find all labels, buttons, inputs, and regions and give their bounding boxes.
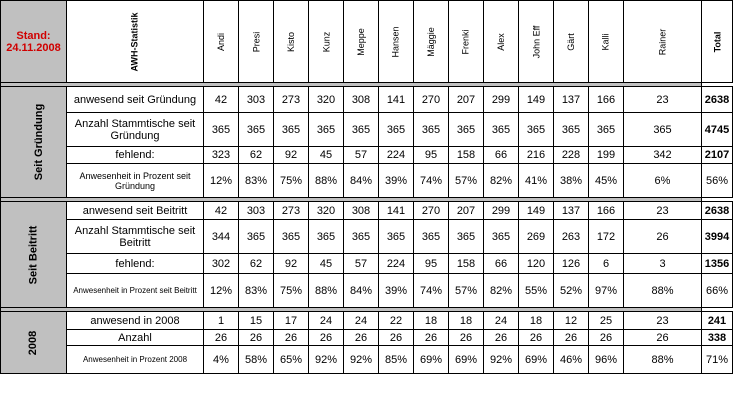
stand-date: 24.11.2008 [6,41,61,54]
value-cell: 149 [519,202,554,220]
value-cell: 22 [379,312,414,330]
table-row [1,330,733,346]
person-name: Gärt [565,32,576,51]
value-cell: 6 [589,254,624,274]
value-cell: 15 [239,312,274,330]
value-cell: 42 [204,87,239,113]
value-cell: 141 [379,202,414,220]
column-header-meppe [344,1,379,83]
value-cell: 92 [274,147,309,164]
column-header-presi [239,1,274,83]
value-cell: 273 [274,87,309,113]
value-cell: 41% [519,164,554,198]
value-cell: 85% [379,346,414,374]
person-name: Presi [250,31,261,52]
value-cell: 24 [484,312,519,330]
table-row [1,147,733,164]
value-cell: 207 [449,87,484,113]
column-header-frenki [449,1,484,83]
person-name: Kisto [285,31,296,52]
value-cell: 120 [519,254,554,274]
value-cell: 24 [344,312,379,330]
value-cell: 12% [204,274,239,308]
value-cell: 365 [414,113,449,147]
column-header-hansen [379,1,414,83]
value-cell: 74% [414,274,449,308]
value-cell: 92% [344,346,379,374]
total-label: Total [712,31,722,52]
value-cell: 273 [274,202,309,220]
row-label: anwesend in 2008 [67,312,204,330]
value-cell: 18 [414,312,449,330]
stand-label: Stand: [16,29,51,42]
value-cell: 83% [239,274,274,308]
table-row [1,312,733,330]
total-cell: 2107 [702,147,733,164]
value-cell: 69% [449,346,484,374]
value-cell: 269 [519,220,554,254]
value-cell: 66 [484,254,519,274]
section-title-cell [1,87,67,198]
awh-statistik-header [67,1,204,83]
table-row [1,254,733,274]
section-title: 2008 [27,330,40,355]
value-cell: 75% [274,164,309,198]
value-cell: 26 [589,330,624,346]
total-cell: 1356 [702,254,733,274]
row-label: Anzahl [67,330,204,346]
value-cell: 365 [344,113,379,147]
value-cell: 137 [554,202,589,220]
section-title-cell [1,202,67,308]
column-header-kisto [274,1,309,83]
row-label: fehlend: [67,147,204,164]
value-cell: 62 [239,147,274,164]
value-cell: 74% [414,164,449,198]
value-cell: 365 [554,113,589,147]
value-cell: 95 [414,147,449,164]
value-cell: 97% [589,274,624,308]
value-cell: 365 [239,220,274,254]
value-cell: 365 [589,113,624,147]
value-cell: 172 [589,220,624,254]
value-cell: 82% [484,164,519,198]
value-cell: 42 [204,202,239,220]
value-cell: 26 [449,330,484,346]
value-cell: 149 [519,87,554,113]
value-cell: 39% [379,274,414,308]
value-cell: 224 [379,254,414,274]
table-row [1,202,733,220]
value-cell: 166 [589,87,624,113]
value-cell: 26 [239,330,274,346]
value-cell: 158 [449,254,484,274]
person-name: Rainer [657,28,668,55]
value-cell: 365 [484,113,519,147]
value-cell: 57 [344,147,379,164]
value-cell: 365 [239,113,274,147]
value-cell: 92% [484,346,519,374]
value-cell: 26 [204,330,239,346]
person-name: Frenki [460,28,471,55]
person-name: John Eff [530,25,541,58]
value-cell: 365 [484,220,519,254]
value-cell: 88% [624,274,702,308]
value-cell: 84% [344,164,379,198]
person-name: Alex [495,32,506,51]
section-title-cell [1,312,67,374]
value-cell: 365 [309,220,344,254]
column-header-total [702,1,733,83]
value-cell: 62 [239,254,274,274]
total-cell: 241 [702,312,733,330]
value-cell: 26 [274,330,309,346]
value-cell: 141 [379,87,414,113]
value-cell: 320 [309,87,344,113]
section-title: Seit Beitritt [27,225,40,284]
row-label: anwesend seit Gründung [67,87,204,113]
value-cell: 88% [309,274,344,308]
value-cell: 270 [414,202,449,220]
value-cell: 6% [624,164,702,198]
value-cell: 1 [204,312,239,330]
value-cell: 299 [484,202,519,220]
row-label: Anwesenheit in Prozent seit Beitritt [67,274,204,308]
table-row [1,220,733,254]
value-cell: 26 [624,220,702,254]
value-cell: 3 [624,254,702,274]
row-label: fehlend: [67,254,204,274]
value-cell: 83% [239,164,274,198]
person-name: Mäggie [426,26,436,57]
total-cell: 338 [702,330,733,346]
value-cell: 365 [379,220,414,254]
person-name: Meppe [356,27,366,56]
value-cell: 365 [309,113,344,147]
value-cell: 344 [204,220,239,254]
value-cell: 96% [589,346,624,374]
value-cell: 365 [344,220,379,254]
value-cell: 57% [449,274,484,308]
table-row [1,164,733,198]
value-cell: 75% [274,274,309,308]
value-cell: 228 [554,147,589,164]
value-cell: 95 [414,254,449,274]
value-cell: 18 [449,312,484,330]
column-header-mäggie [414,1,449,83]
table-row [1,87,733,113]
total-cell: 4745 [702,113,733,147]
total-cell: 66% [702,274,733,308]
value-cell: 26 [344,330,379,346]
value-cell: 57 [344,254,379,274]
column-header-kunz [309,1,344,83]
value-cell: 82% [484,274,519,308]
value-cell: 126 [554,254,589,274]
column-header-andi [204,1,239,83]
value-cell: 92% [309,346,344,374]
total-cell: 2638 [702,87,733,113]
value-cell: 365 [519,113,554,147]
row-label: Anzahl Stammtische seit Gründung [67,113,204,147]
value-cell: 199 [589,147,624,164]
value-cell: 342 [624,147,702,164]
column-header-kalli [589,1,624,83]
value-cell: 26 [624,330,702,346]
value-cell: 302 [204,254,239,274]
value-cell: 17 [274,312,309,330]
value-cell: 166 [589,202,624,220]
value-cell: 57% [449,164,484,198]
value-cell: 263 [554,220,589,254]
value-cell: 45 [309,147,344,164]
table-row [1,113,733,147]
value-cell: 365 [379,113,414,147]
column-header-alex [484,1,519,83]
row-label: Anwesenheit in Prozent 2008 [67,346,204,374]
value-cell: 25 [589,312,624,330]
value-cell: 84% [344,274,379,308]
row-label: Anwesenheit in Prozent seit Gründung [67,164,204,198]
value-cell: 137 [554,87,589,113]
value-cell: 65% [274,346,309,374]
value-cell: 320 [309,202,344,220]
value-cell: 39% [379,164,414,198]
value-cell: 88% [309,164,344,198]
section-title: Seit Gründung [33,103,46,181]
value-cell: 69% [519,346,554,374]
value-cell: 26 [519,330,554,346]
value-cell: 270 [414,87,449,113]
value-cell: 45% [589,164,624,198]
value-cell: 12% [204,164,239,198]
value-cell: 365 [449,220,484,254]
value-cell: 4% [204,346,239,374]
total-cell: 2638 [702,202,733,220]
total-cell: 3994 [702,220,733,254]
value-cell: 45 [309,254,344,274]
column-header-john-eff [519,1,554,83]
value-cell: 23 [624,87,702,113]
person-name: Andi [215,32,226,51]
column-header-rainer [624,1,702,83]
total-cell: 71% [702,346,733,374]
column-header-gärt [554,1,589,83]
row-label: Anzahl Stammtische seit Beitritt [67,220,204,254]
value-cell: 24 [309,312,344,330]
stand-cell [1,1,67,83]
value-cell: 69% [414,346,449,374]
value-cell: 58% [239,346,274,374]
total-cell: 56% [702,164,733,198]
value-cell: 365 [274,113,309,147]
table-row [1,274,733,308]
value-cell: 23 [624,312,702,330]
person-name: Kunz [320,31,331,52]
value-cell: 365 [204,113,239,147]
value-cell: 46% [554,346,589,374]
value-cell: 12 [554,312,589,330]
value-cell: 303 [239,202,274,220]
value-cell: 365 [449,113,484,147]
person-name: Kalli [600,32,611,51]
value-cell: 38% [554,164,589,198]
value-cell: 308 [344,87,379,113]
value-cell: 365 [414,220,449,254]
value-cell: 308 [344,202,379,220]
value-cell: 158 [449,147,484,164]
value-cell: 365 [624,113,702,147]
person-name: Hansen [391,25,401,58]
value-cell: 26 [414,330,449,346]
value-cell: 216 [519,147,554,164]
value-cell: 365 [274,220,309,254]
value-cell: 18 [519,312,554,330]
value-cell: 207 [449,202,484,220]
value-cell: 26 [309,330,344,346]
value-cell: 26 [379,330,414,346]
value-cell: 303 [239,87,274,113]
table-row [1,346,733,374]
row-label: anwesend seit Beitritt [67,202,204,220]
value-cell: 224 [379,147,414,164]
awh-statistik-label: AWH-Statistik [129,11,140,72]
value-cell: 323 [204,147,239,164]
value-cell: 92 [274,254,309,274]
value-cell: 88% [624,346,702,374]
value-cell: 299 [484,87,519,113]
value-cell: 23 [624,202,702,220]
value-cell: 52% [554,274,589,308]
value-cell: 26 [554,330,589,346]
value-cell: 66 [484,147,519,164]
value-cell: 26 [484,330,519,346]
value-cell: 55% [519,274,554,308]
